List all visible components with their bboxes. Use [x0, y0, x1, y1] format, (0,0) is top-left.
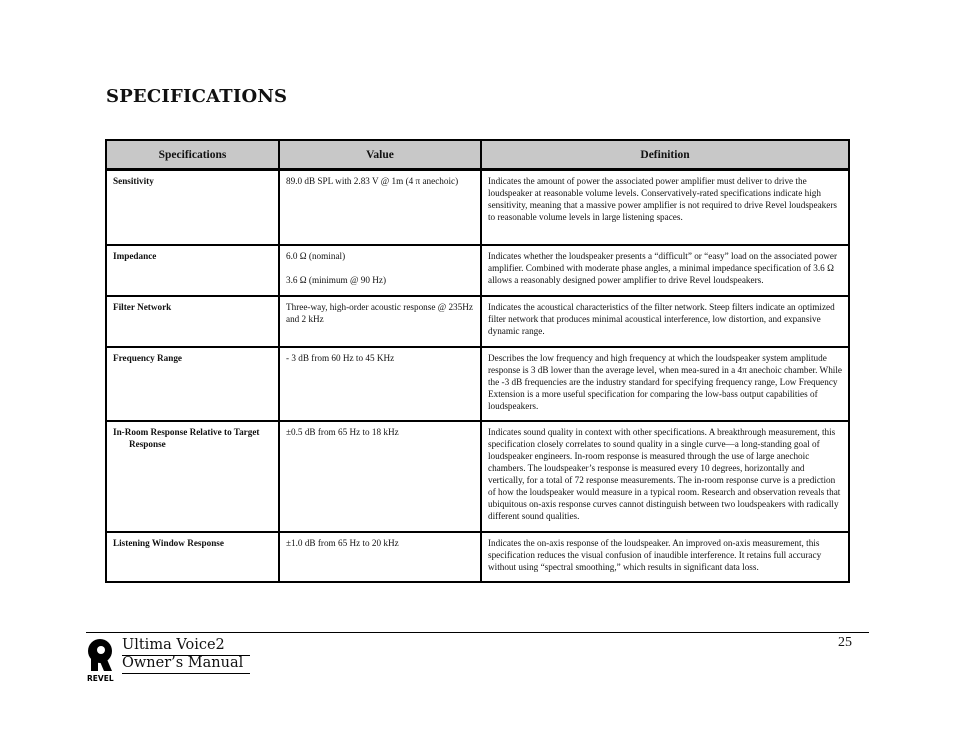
footer-product-name: Ultima Voice2 — [122, 637, 225, 653]
table-row — [106, 296, 849, 347]
table-row — [106, 532, 849, 582]
spec-name: In-Room Response Relative to Target Response — [113, 426, 260, 449]
revel-logo-icon — [86, 637, 116, 683]
spec-definition: Indicates the on-axis response of the loudspeaker. An improved on-axis measurement, this specification reduces the visual confusion of inaudible interference. It retains full accuracy without using “spectral smoothing,” which results in significant data loss. — [481, 532, 849, 582]
spec-value: 6.0 Ω (nominal) — [286, 250, 346, 261]
spec-definition: Indicates the amount of power the associated power amplifier must deliver to drive the loudspeaker at reasonable volume levels. Conservatively-rated specifications indicate high sensitivity, meaning that a massive power amplifier is not required to drive Revel loudspeakers to reasonable volume levels in large listening spaces. — [481, 170, 849, 245]
svg-text:REVEL: REVEL — [87, 674, 114, 683]
table-row — [106, 245, 849, 296]
table-row — [106, 421, 849, 532]
footer-divider — [86, 632, 869, 633]
spec-value: ±1.0 dB from 65 Hz to 20 kHz — [279, 532, 481, 582]
spec-value: ±0.5 dB from 65 Hz to 18 kHz — [279, 421, 481, 532]
column-header-specifications: Specifications — [106, 140, 279, 170]
spec-name-cell — [106, 421, 279, 532]
spec-value-secondary: 3.6 Ω (minimum @ 90 Hz) — [286, 274, 387, 285]
spec-name: Filter Network — [106, 296, 279, 347]
spec-definition: Indicates the acoustical characteristics of the filter network. Steep filters indicate an optimized filter network that produces minimal acoustical interference, low distortion, and expansive dynamic range. — [481, 296, 849, 347]
column-header-definition: Definition — [481, 140, 849, 170]
spec-definition: Indicates sound quality in context with other specifications. A breakthrough measurement, this specification closely correlates to sound quality in a single curve—a long-standing goal of loudspeaker engineers. In-room response is measured through the use of large anechoic chambers. The loudspeaker’s response is measured every 10 degrees, horizontally and vertically, for a total of 72 response measurements. The in-room response curve is a prediction of how the loudspeaker would measure in a typical room. Research and observation reveals that ubiquitous on-axis response curves cannot distinguish between two loudspeakers with radically different sound qualities. — [481, 421, 849, 532]
spec-definition: Describes the low frequency and high frequency at which the loudspeaker system amplitude response is 3 dB lower than the average level, when mea-sured in a 4π anechoic chamber. While the -3 dB frequencies are the industry standard for specifying frequency range, Low Frequency Extension is a more useful specification for comparing the low-bass output capabilities of loudspeakers. — [481, 347, 849, 421]
table-header-row — [106, 140, 849, 170]
spec-name: Sensitivity — [106, 170, 279, 245]
table-row — [106, 347, 849, 421]
spec-name: Frequency Range — [106, 347, 279, 421]
spec-name: Listening Window Response — [106, 532, 279, 582]
spec-definition: Indicates whether the loudspeaker presents a “difficult” or “easy” load on the associated power amplifier. Combined with moderate phase angles, a minimal impedance specification of 3.6 Ω allows a reasonably designed power amplifier to drive Revel loudspeakers. — [481, 245, 849, 296]
spec-value: Three-way, high-order acoustic response @ 235Hz and 2 kHz — [279, 296, 481, 347]
spec-value: - 3 dB from 60 Hz to 45 KHz — [279, 347, 481, 421]
spec-name: Impedance — [106, 245, 279, 296]
specifications-table — [105, 139, 850, 583]
table-row — [106, 170, 849, 245]
column-header-value: Value — [279, 140, 481, 170]
spec-value: 89.0 dB SPL with 2.83 V @ 1m (4 π anechoic) — [279, 170, 481, 245]
footer-manual-label: Owner’s Manual — [122, 655, 244, 671]
page-title: SPECIFICATIONS — [106, 86, 288, 107]
footer-underline — [122, 673, 250, 674]
page-number: 25 — [838, 635, 852, 650]
spec-value-cell — [279, 245, 481, 296]
